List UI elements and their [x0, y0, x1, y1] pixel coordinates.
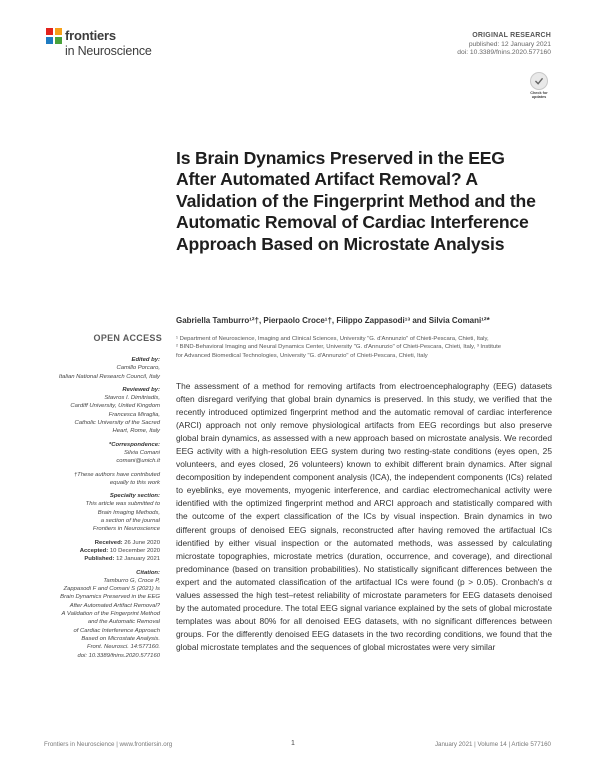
- open-access-label: OPEN ACCESS: [93, 333, 162, 343]
- reviewed-by-label: Reviewed by:: [122, 386, 160, 393]
- doi-link[interactable]: doi: 10.3389/fnins.2020.577160: [457, 49, 551, 57]
- article-meta: [457, 32, 551, 58]
- published-date: published: 12 January 2021: [468, 40, 551, 48]
- citation-line: Front. Neurosci. 14:577160.: [86, 644, 160, 651]
- affiliation-line: for Advanced Biomedical Technologies, University "G. d'Annunzio" of Chieti-Pescara, Chieti, Italy: [176, 352, 428, 359]
- reviewer-line: Catholic University of the Sacred: [74, 420, 160, 427]
- citation-line: After Automated Artifact Removal?: [69, 602, 160, 609]
- citation-line: Tamburro G, Croce P,: [103, 577, 160, 584]
- citation-line: of Cardiac Interference Approach: [73, 627, 160, 634]
- citation-line: A Validation of the Fingerprint Method: [61, 611, 160, 618]
- article-type: ORIGINAL RESEARCH: [472, 32, 551, 39]
- correspondence-email[interactable]: comani@unich.it: [116, 458, 160, 465]
- editor-line: Camillo Porcaro,: [116, 365, 160, 372]
- check-updates-icon: [530, 72, 548, 90]
- logo-journal-text: in Neuroscience: [65, 44, 152, 58]
- affiliation-line: ¹ Department of Neuroscience, Imaging and Clinical Sciences, University "G. d'Annunzio" of Chieti-Pescara, Chieti, Italy,: [176, 336, 489, 342]
- correspondence-label: *Correspondence:: [108, 441, 160, 448]
- equal-contribution-note: †These authors have contributed: [73, 471, 160, 478]
- abstract-text: The assessment of a method for removing artifacts from electroencephalography (EEG) datasets often disregard verifying that global brain dynamics is preserved. In this study, we verified that the recently introduced optimized fingerprint method and the automatic removal of cardiac interference (ARCI) approach not only remove physiological artifacts from EEG recordings but also preserve global brain dynamics, as assessed with a new approach based on microstate analysis. We recorded EEG activity with a high-resolution EEG system during two resting-state conditions (eyes open, 25 volunteers, and eyes closed, 26 volunteers) known to exhibit different brain dynamics. After signal decomposition by independent component analysis (ICA), the independent components (ICs) related to eyeblinks, eye movements, myogenic interference, and cardiac electromechanical activity were identified with the optimized fingerprint method and ARCI approach and statistically compared with the outcome of the expert classification of the ICs by visual inspection. Brain dynamics in two different groups of denoised EEG signals, reconstructed after having removed the artifactual ICs identified by either visual inspection or the automated methods, was assessed by calculating microstate topographies, microstate metrics (duration, occurrence, and coverage), and directional predominance (based on transition probabilities). No statistically significant differences between the expert and the automated classification of the artifactual ICs were found (p > 0.05). Cronbach's α values assessed the high test–retest reliability of microstate parameters for EEG datasets denoised by the automated procedure. The total EEG signal variance explained by the sets of global microstate templates was about 80% for all denoised EEG datasets, with no significant differences between groups. For the differently denoised EEG datasets in the two recording conditions, we found that the global microstate templates and the sequences of global microstates were very similar: [176, 381, 553, 652]
- specialty-line: Frontiers in Neuroscience: [92, 526, 160, 533]
- edited-by-label: Edited by:: [131, 357, 160, 363]
- journal-logo: [44, 27, 194, 75]
- reviewer-line: Francesca Miraglia,: [108, 411, 160, 418]
- author-list: Gabriella Tamburro¹²†, Pierpaolo Croce¹†, Filippo Zappasodi¹³ and Silvia Comani¹²*: [176, 316, 490, 325]
- frontiers-logo-icon: [44, 27, 64, 47]
- reviewer-line: Stavros I. Dimitriadis,: [104, 395, 160, 402]
- editor-line: Italian National Research Council, Italy: [58, 373, 160, 380]
- specialty-label: Specialty section:: [109, 493, 160, 500]
- received-date: Received: 26 June 2020: [94, 539, 160, 546]
- reviewer-line: Cardiff University, United Kingdom: [70, 403, 160, 410]
- citation-label: Citation:: [136, 569, 160, 576]
- citation-line: Zappasodi F and Comani S (2021) Is: [63, 586, 160, 593]
- article-title: Is Brain Dynamics Preserved in the EEG After Automated Artifact Removal? A Validation of the Fingerprint Method and the Automatic Removal of Cardiac Interference Approach Based on Microstate Analysis: [176, 148, 536, 254]
- citation-line: Brain Dynamics Preserved in the EEG: [60, 594, 160, 601]
- footer-journal-link[interactable]: Frontiers in Neuroscience | www.frontiersin.org: [44, 741, 173, 748]
- correspondence-name: Silvia Comani: [123, 449, 160, 456]
- reviewer-line: Heart, Rome, Italy: [112, 428, 160, 435]
- citation-doi[interactable]: doi: 10.3389/fnins.2020.577160: [77, 652, 160, 659]
- citation-line: and the Automatic Removal: [87, 619, 160, 626]
- footer-issue-info: January 2021 | Volume 14 | Article 577160: [434, 741, 551, 748]
- citation-line: Based on Microstate Analysis.: [81, 635, 160, 642]
- check-for-updates-badge[interactable]: [526, 72, 552, 102]
- affiliation-line: ² BIND-Behavioral Imaging and Neural Dynamics Center, University "G. d'Annunzio" of Chieti-Pescara, Chieti, Italy, ³ Institute: [176, 344, 502, 351]
- published-date-sidebar: Published: 12 January 2021: [84, 556, 160, 563]
- equal-contribution-note: equally to this work: [109, 479, 160, 486]
- specialty-line: a section of the journal: [100, 518, 160, 525]
- affiliations: [176, 335, 556, 360]
- logo-brand-text: frontiers: [65, 28, 116, 43]
- page-number: 1: [291, 740, 295, 747]
- specialty-line: This article was submitted to: [85, 501, 160, 508]
- specialty-line: Brain Imaging Methods,: [97, 509, 160, 516]
- article-sidebar: [20, 356, 160, 660]
- accepted-date: Accepted: 10 December 2020: [79, 547, 160, 554]
- check-updates-label: Check for updates: [530, 91, 548, 100]
